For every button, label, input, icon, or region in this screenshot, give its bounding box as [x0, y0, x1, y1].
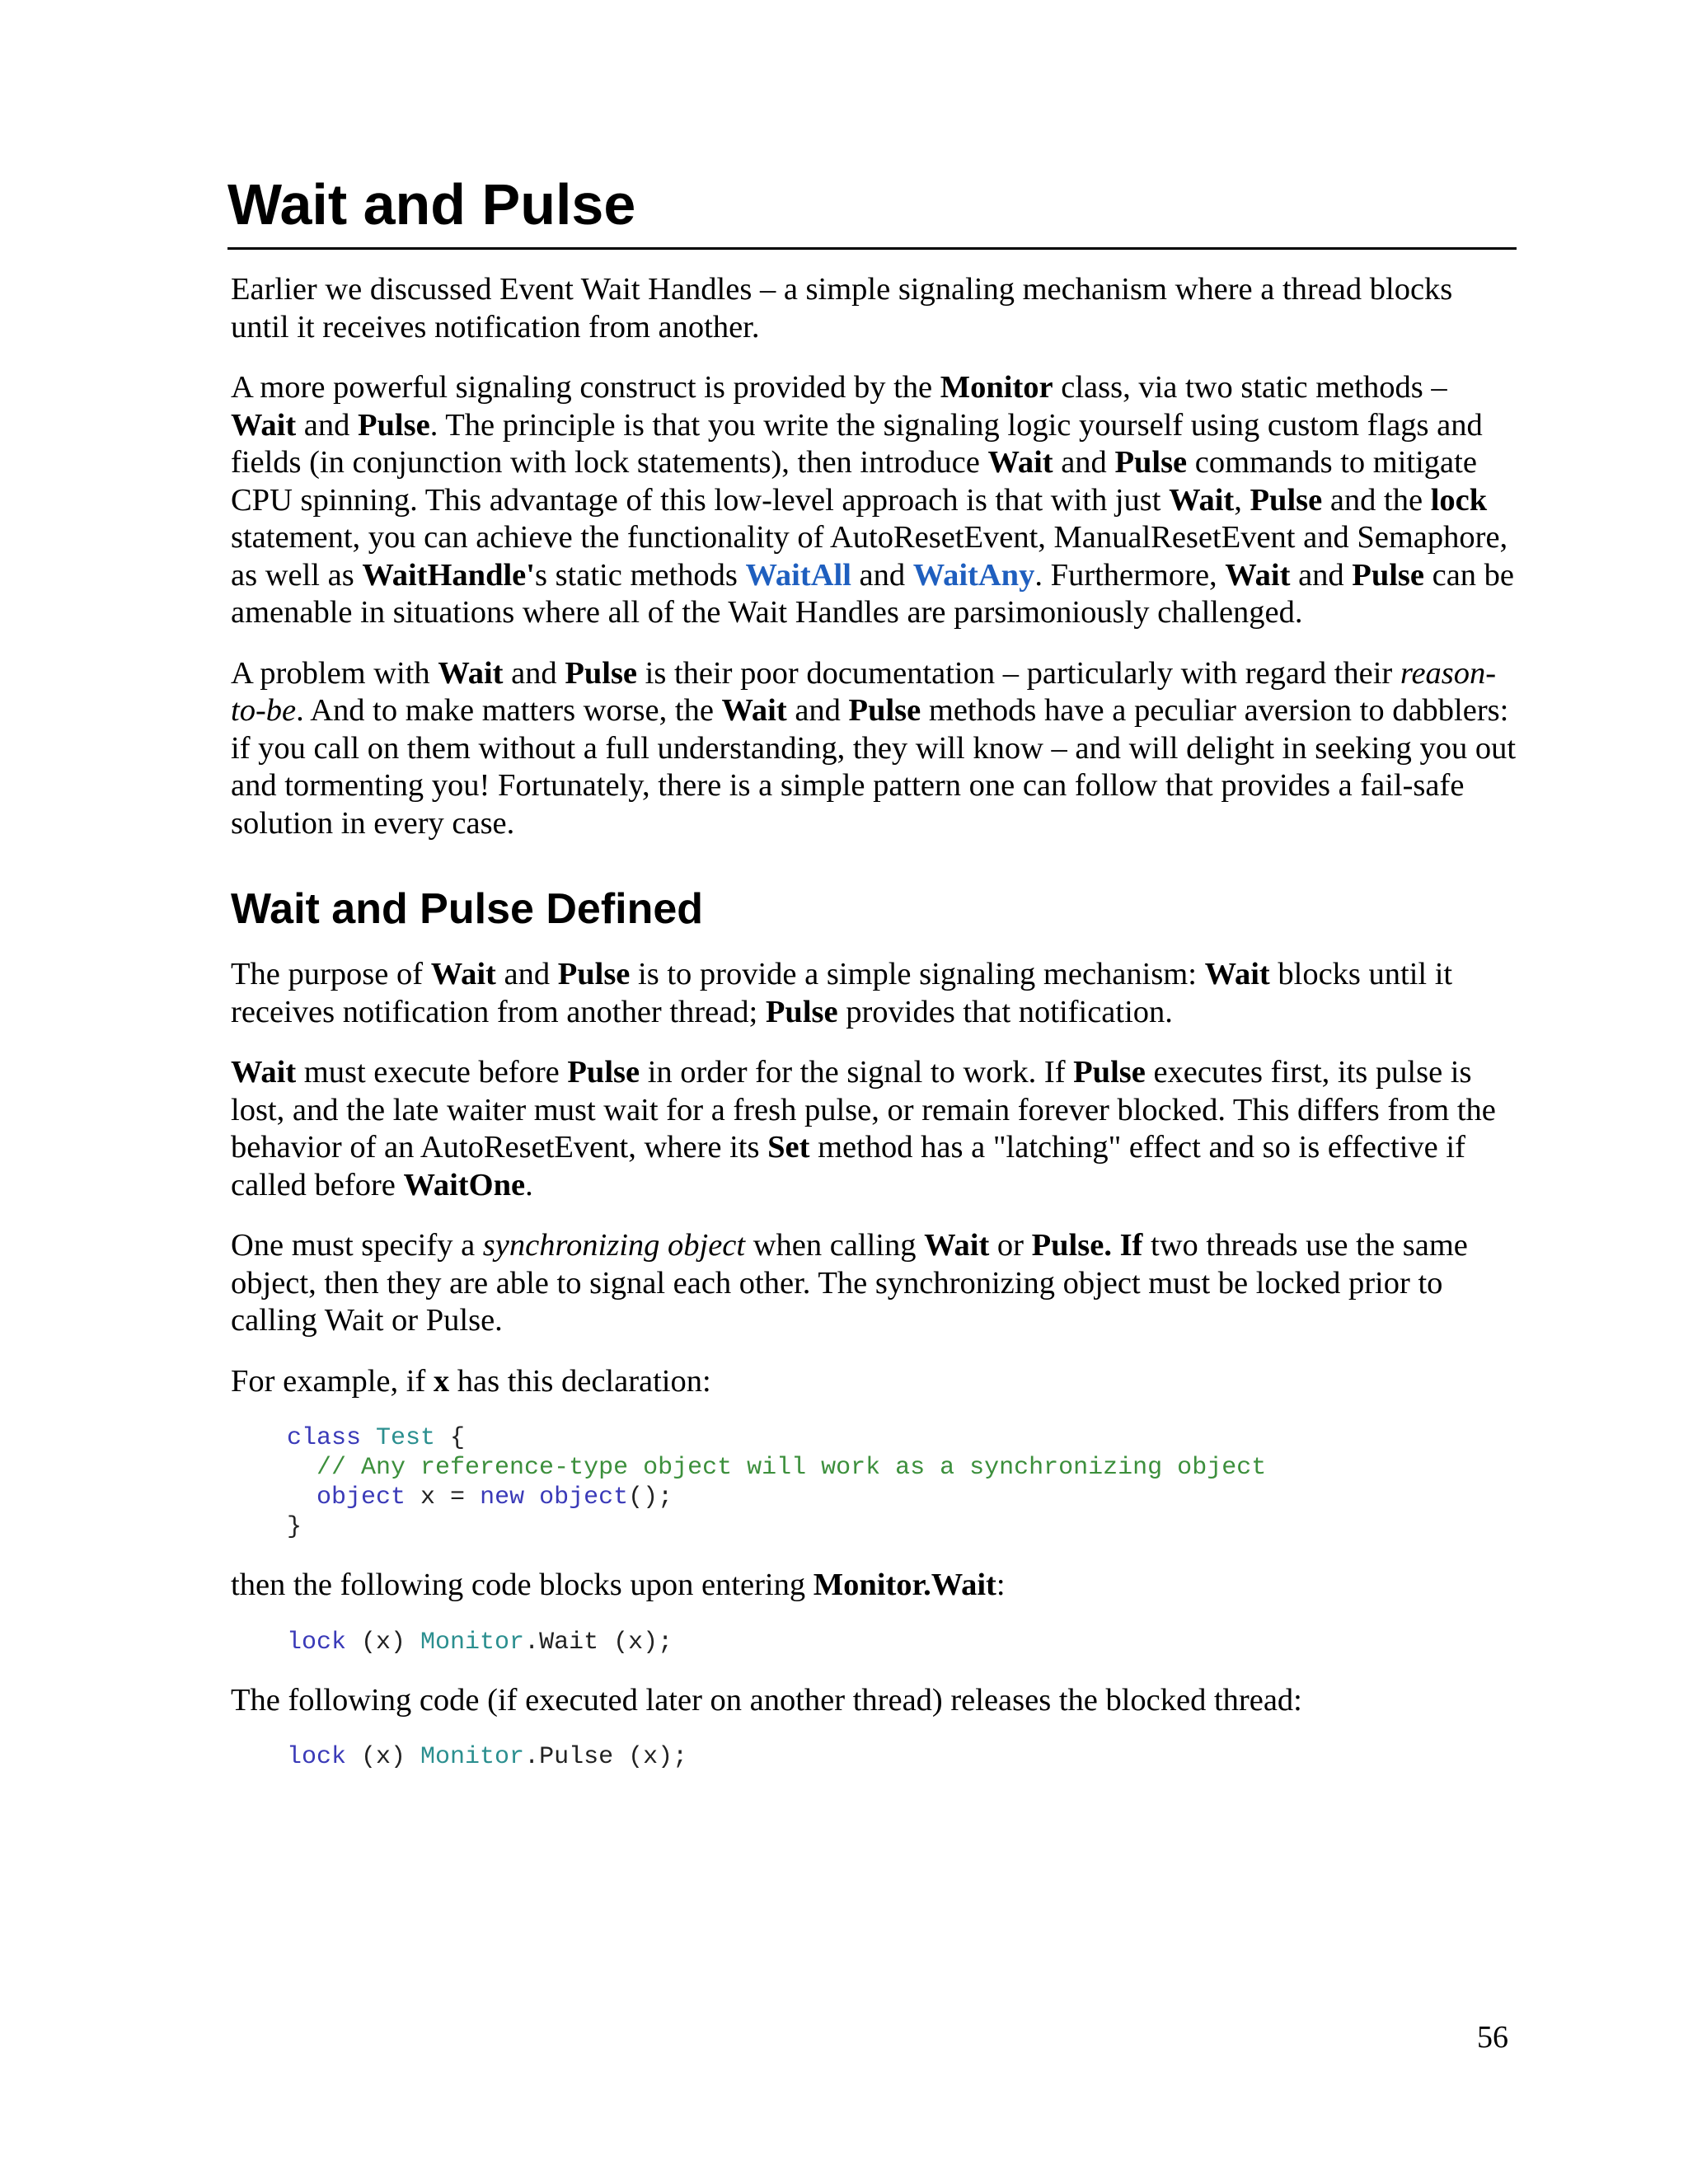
- section-paragraph-6: The following code (if executed later on another thread) releases the blocked thread:: [231, 1682, 1302, 1718]
- code-block-declaration: class Test { // Any reference-type object will work as a synchronizing object object x = new object(); }: [287, 1424, 1267, 1541]
- code-block-wait: lock (x) Monitor.Wait (x);: [287, 1628, 673, 1657]
- waitany-link[interactable]: WaitAny: [912, 557, 1035, 593]
- page-content: [227, 170, 1517, 1797]
- section-paragraph-5: then the following code blocks upon entering Monitor.Wait:: [231, 1568, 1006, 1602]
- intro-paragraph-2: A more powerful signaling construct is provided by the Monitor class, via two static methods – Wait and Pulse. The principle is that you write the signaling logic yourself using custom flags and fields (in conjunction with lock statements), then introduce Wait and Pulse commands to mitigate CPU spinning. This advantage of this low-level approach is that with just Wait, Pulse and the lock statement, you can achieve the functionality of AutoResetEvent, ManualResetEvent and Semaphore, as well as WaitHandle's static methods WaitAll and WaitAny. Furthermore, Wait and Pulse can be amenable in situations where all of the Wait Handles are parsimoniously challenged.: [231, 370, 1515, 630]
- section-paragraph-3: One must specify a synchronizing object when calling Wait or Pulse. If two threads use the same object, then they are able to signal each other. The synchronizing object must be locked prior to calling Wait or Pulse.: [231, 1228, 1468, 1338]
- waitall-link[interactable]: WaitAll: [745, 557, 851, 593]
- code-block-pulse: lock (x) Monitor.Pulse (x);: [287, 1743, 688, 1771]
- page-number: 56: [1477, 2020, 1508, 2055]
- section-heading: Wait and Pulse Defined: [231, 885, 704, 933]
- intro-paragraph-3: A problem with Wait and Pulse is their poor documentation – particularly with regard their reason-to-be. And to make matters worse, the Wait and Pulse methods have a peculiar aversion to dabblers: if you call on them without a full understanding, they will know – and will delight in seeking you out and tormenting you! Fortunately, there is a simple pattern one can follow that provides a fail-safe solution in every case.: [231, 655, 1517, 841]
- intro-paragraph-1: Earlier we discussed Event Wait Handles – a simple signaling mechanism where a thread blocks until it receives notification from another.: [231, 272, 1453, 344]
- page-title: Wait and Pulse: [227, 170, 1517, 250]
- section-paragraph-2: Wait must execute before Pulse in order for the signal to work. If Pulse executes first, its pulse is lost, and the late waiter must wait for a fresh pulse, or remain forever blocked. This differs from the behavior of an AutoResetEvent, where its Set method has a "latching" effect and so is effective if called before WaitOne.: [231, 1055, 1496, 1202]
- section-paragraph-1: The purpose of Wait and Pulse is to provide a simple signaling mechanism: Wait blocks until it receives notification from another thread; Pulse provides that notification.: [231, 957, 1453, 1029]
- section-paragraph-4: For example, if x has this declaration:: [231, 1363, 711, 1399]
